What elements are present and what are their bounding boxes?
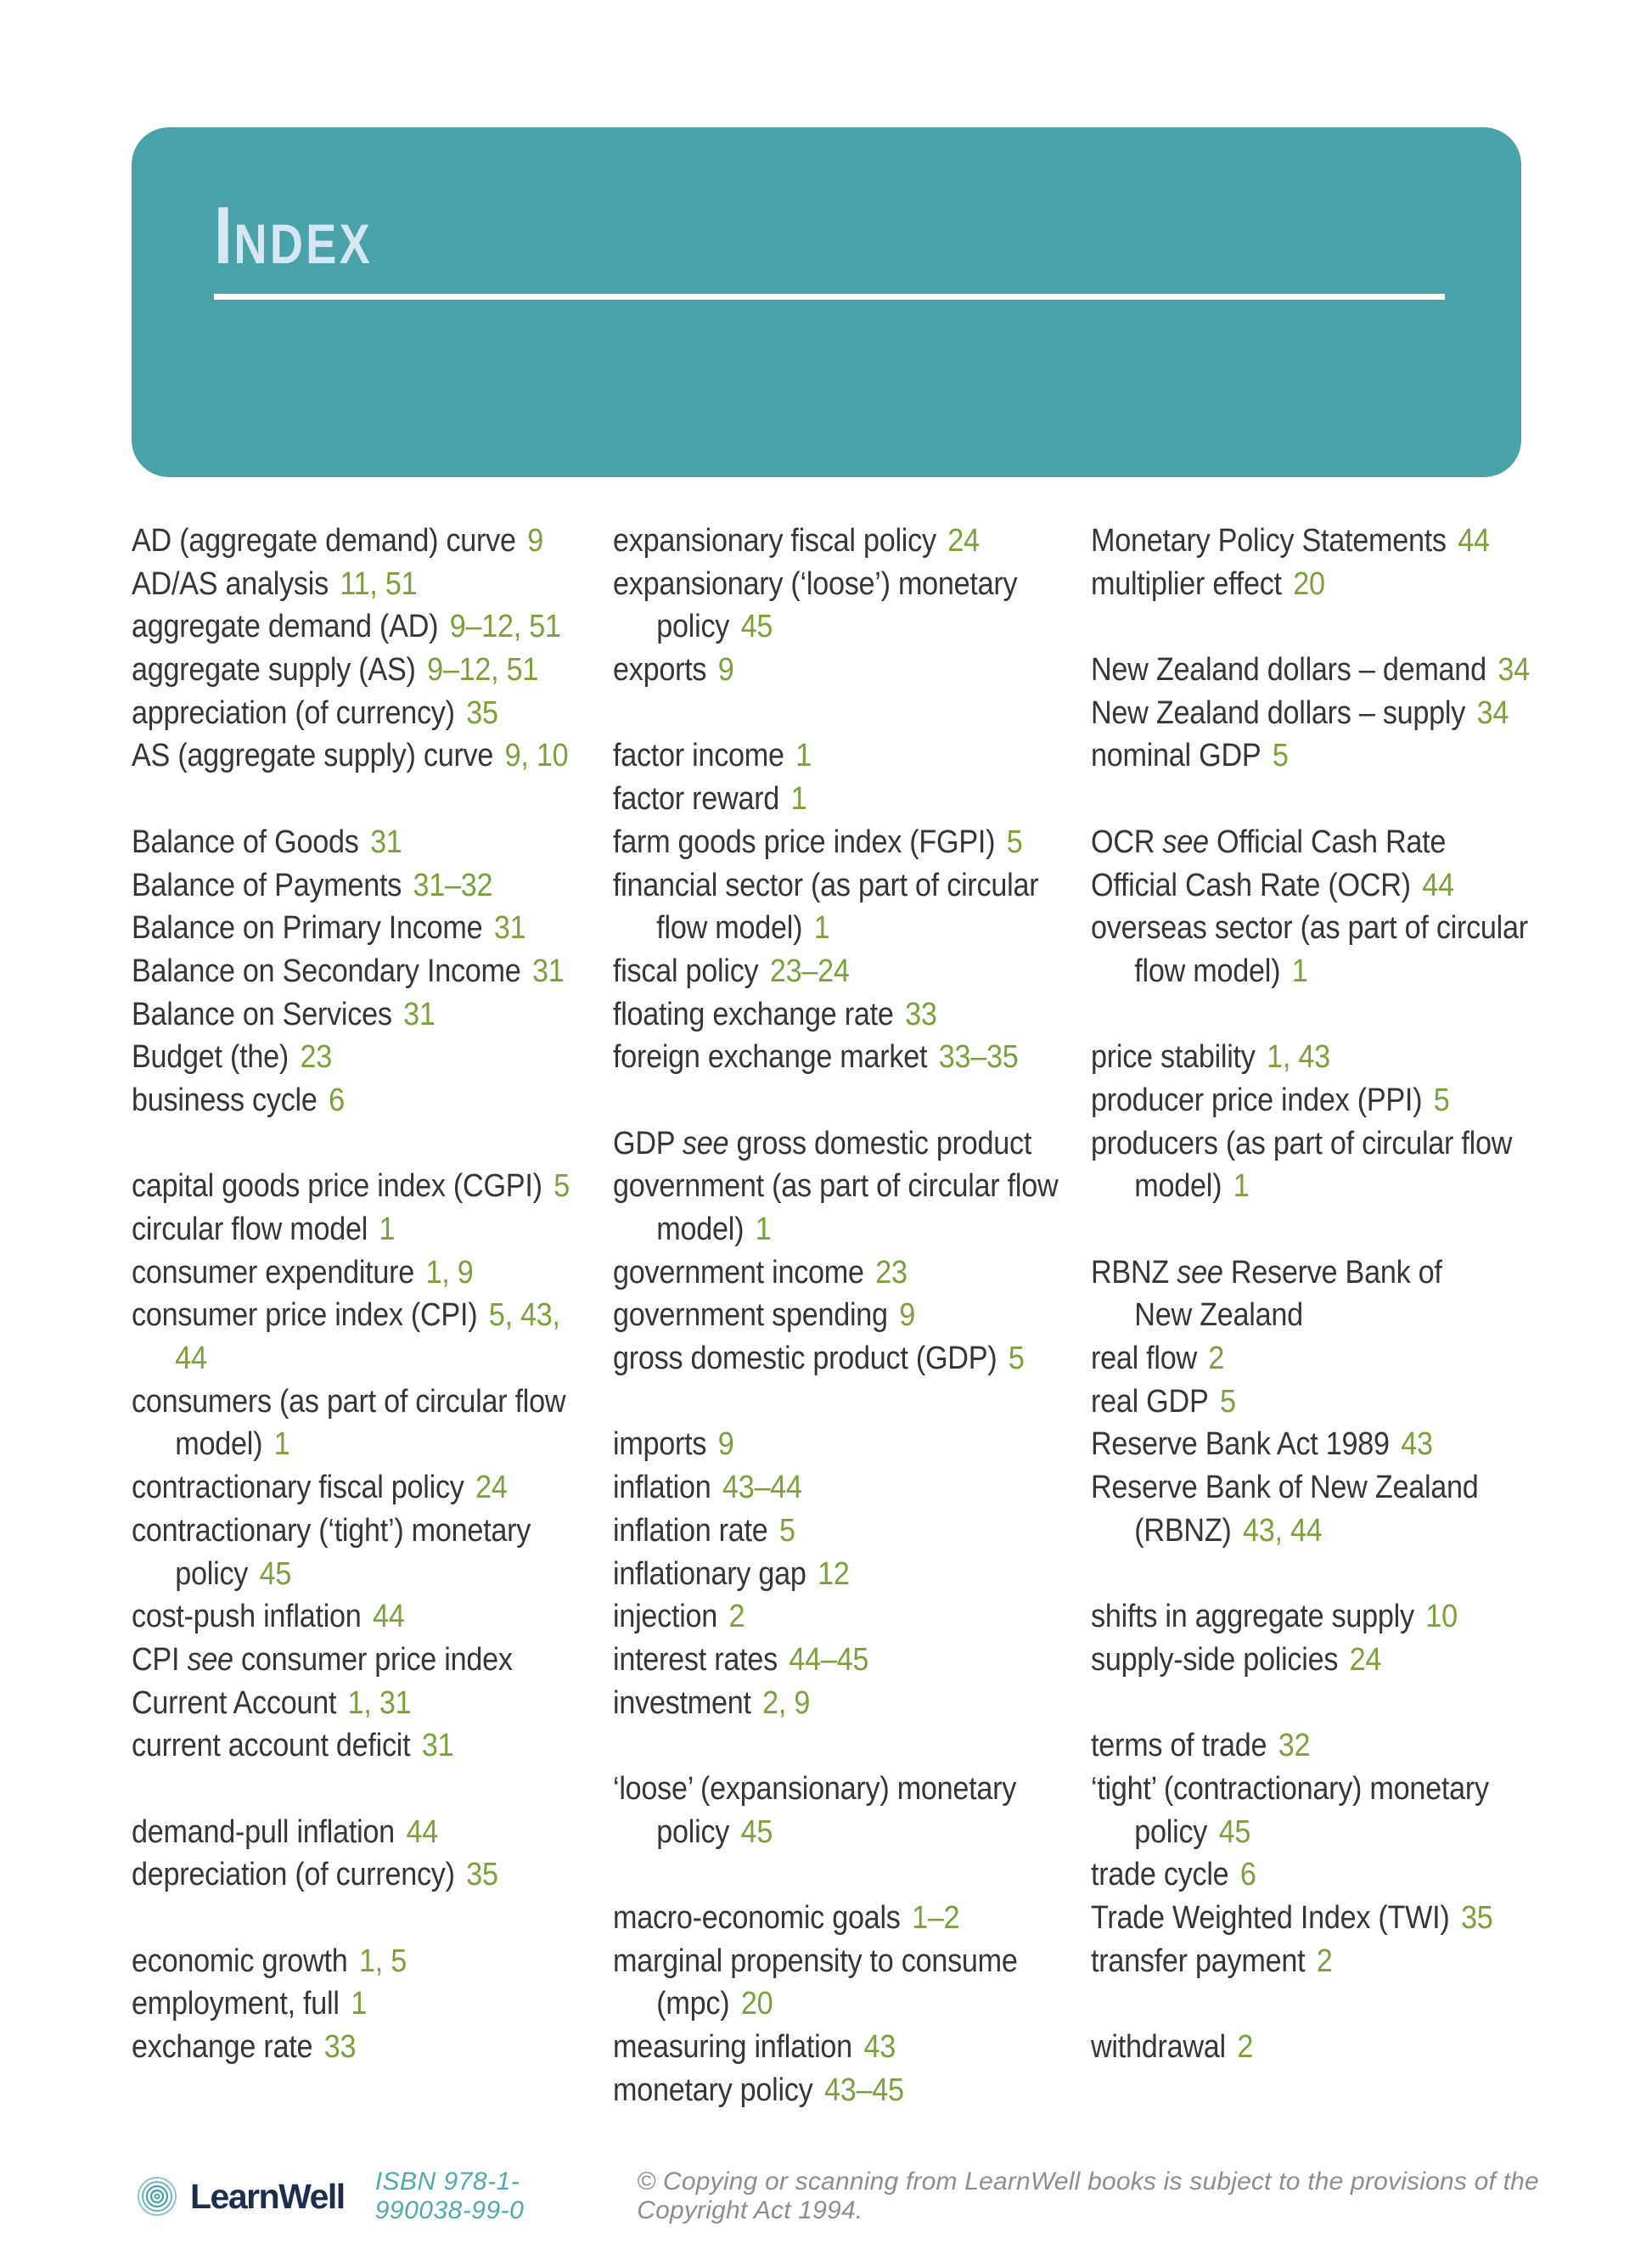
index-entry-line bbox=[1091, 649, 1530, 692]
term-text: factor reward bbox=[613, 781, 780, 818]
page-number: 44 bbox=[1458, 523, 1490, 559]
index-entry-line bbox=[132, 1940, 570, 1983]
index-entry-line bbox=[1091, 1251, 1530, 1295]
index-entry-line bbox=[1091, 1897, 1530, 1940]
index-entry-line bbox=[613, 1595, 1058, 1639]
index-column-3 bbox=[1091, 520, 1530, 2069]
index-entry-line bbox=[613, 2026, 1058, 2069]
term-text: economic growth bbox=[132, 1943, 348, 1979]
index-entry-line bbox=[132, 1982, 570, 2026]
term-text: factor income bbox=[613, 738, 784, 774]
term-text: cost-push inflation bbox=[132, 1599, 362, 1635]
term-text: measuring inflation bbox=[613, 2029, 852, 2066]
index-entry-line bbox=[613, 1036, 1058, 1079]
term-text: interest rates bbox=[613, 1641, 778, 1678]
page-number: 10 bbox=[1425, 1599, 1458, 1635]
index-entry-line bbox=[132, 1294, 570, 1337]
index-entry-line bbox=[1091, 1595, 1530, 1639]
page-number: 9–12, 51 bbox=[449, 609, 561, 645]
index-entry-line bbox=[132, 1036, 570, 1079]
index-entry-line bbox=[1091, 1811, 1530, 1854]
copyright-text: © Copying or scanning from LearnWell books is subject to the provisions of the Copyright Act 1994. bbox=[637, 2168, 1539, 2224]
index-entry-line bbox=[613, 778, 1058, 821]
index-entry-line bbox=[613, 821, 1058, 864]
term-text: flow model) bbox=[656, 910, 803, 947]
index-entry-line bbox=[132, 692, 570, 735]
term-text: appreciation (of currency) bbox=[132, 694, 455, 731]
index-entry-line bbox=[132, 563, 570, 606]
index-entry-line bbox=[132, 1079, 570, 1122]
index-entry-line bbox=[132, 1337, 570, 1380]
page-number: 2 bbox=[1237, 2029, 1254, 2066]
term-text: model) bbox=[1134, 1168, 1222, 1205]
term-text: injection bbox=[613, 1599, 718, 1635]
term-text: real flow bbox=[1091, 1341, 1197, 1377]
page-number: 34 bbox=[1497, 652, 1530, 689]
index-gap-line bbox=[132, 1897, 570, 1940]
index-gap-line bbox=[1091, 993, 1530, 1037]
term-text: Balance of Goods bbox=[132, 824, 359, 860]
page-number: 35 bbox=[466, 694, 498, 731]
index-entry-line bbox=[132, 649, 570, 692]
page-number: 2 bbox=[728, 1599, 745, 1635]
term-text: withdrawal bbox=[1091, 2029, 1226, 2066]
index-entry-line bbox=[613, 1337, 1058, 1380]
index-entry-line bbox=[1091, 734, 1530, 778]
page-number: 1, 9 bbox=[425, 1254, 474, 1290]
term-text: farm goods price index (FGPI) bbox=[613, 824, 996, 860]
term-text: investment bbox=[613, 1684, 751, 1721]
index-column-2 bbox=[613, 520, 1058, 2111]
page-number: 23–24 bbox=[769, 953, 850, 989]
page-number: 2 bbox=[1208, 1341, 1225, 1377]
term-text: real GDP bbox=[1091, 1383, 1209, 1420]
header-band bbox=[132, 127, 1521, 477]
index-gap-line bbox=[613, 1079, 1058, 1122]
index-entry-line bbox=[613, 1639, 1058, 1682]
index-entry-line bbox=[132, 2026, 570, 2069]
index-entry-line bbox=[1091, 1380, 1530, 1424]
term-text: Reserve Bank of bbox=[1222, 1254, 1442, 1290]
index-entry-line bbox=[1091, 1294, 1530, 1337]
term-text: fiscal policy bbox=[613, 953, 759, 989]
term-text: New Zealand dollars – supply bbox=[1091, 694, 1466, 731]
term-text: model) bbox=[175, 1426, 263, 1463]
index-entry-line bbox=[132, 1510, 570, 1553]
term-text: monetary policy bbox=[613, 2072, 813, 2108]
term-text: Monetary Policy Statements bbox=[1091, 523, 1447, 559]
term-text: capital goods price index (CGPI) bbox=[132, 1168, 542, 1205]
title-underline bbox=[214, 294, 1445, 300]
index-entry-line bbox=[1091, 1079, 1530, 1122]
page-number: 9 bbox=[717, 652, 734, 689]
index-entry-line bbox=[613, 1251, 1058, 1295]
index-entry-line bbox=[613, 1294, 1058, 1337]
index-entry-line bbox=[1091, 1337, 1530, 1380]
term-text: consumer expenditure bbox=[132, 1254, 414, 1290]
index-entry-line bbox=[1091, 1036, 1530, 1079]
term-text: demand-pull inflation bbox=[132, 1813, 395, 1850]
page-number: 23 bbox=[875, 1254, 907, 1290]
index-entry-line bbox=[1091, 563, 1530, 606]
index-entry-line bbox=[1091, 1940, 1530, 1983]
term-text: ‘tight’ (contractionary) monetary bbox=[1091, 1770, 1489, 1807]
page-number: 6 bbox=[1239, 1857, 1256, 1893]
index-entry-line bbox=[613, 1940, 1058, 1983]
page-number: 1, 31 bbox=[347, 1684, 412, 1721]
index-entry-line bbox=[613, 734, 1058, 778]
term-text: price stability bbox=[1091, 1039, 1256, 1076]
index-entry-line bbox=[1091, 520, 1530, 563]
term-text: circular flow model bbox=[132, 1212, 368, 1247]
index-gap-line bbox=[613, 1380, 1058, 1424]
index-entry-line bbox=[1091, 950, 1530, 993]
index-gap-line bbox=[613, 1724, 1058, 1768]
page-number: 24 bbox=[475, 1470, 508, 1506]
index-entry-line bbox=[613, 2069, 1058, 2112]
term-text: transfer payment bbox=[1091, 1943, 1306, 1979]
term-text: flow model) bbox=[1134, 953, 1281, 989]
see-reference: see bbox=[1177, 1254, 1223, 1290]
page-number: 1 bbox=[1291, 953, 1308, 989]
term-text: Balance of Payments bbox=[132, 867, 402, 903]
page-number: 6 bbox=[329, 1082, 345, 1118]
index-entry-line bbox=[1091, 1122, 1530, 1166]
term-text: macro-economic goals bbox=[613, 1900, 901, 1936]
index-entry-line bbox=[1091, 1423, 1530, 1466]
page-number: 45 bbox=[740, 1813, 773, 1850]
index-entry-line bbox=[132, 1165, 570, 1208]
page-number: 2 bbox=[1316, 1943, 1333, 1979]
term-text: (RBNZ) bbox=[1134, 1512, 1232, 1549]
page-number: 2, 9 bbox=[762, 1684, 811, 1721]
page-number: 9 bbox=[899, 1297, 916, 1334]
term-text: financial sector (as part of circular bbox=[613, 867, 1039, 903]
page-number: 12 bbox=[818, 1555, 850, 1592]
term-text: policy bbox=[1134, 1813, 1208, 1850]
index-entry-line bbox=[132, 1208, 570, 1251]
term-text: GDP bbox=[613, 1125, 683, 1161]
index-gap-line bbox=[1091, 605, 1530, 649]
term-text: business cycle bbox=[132, 1082, 317, 1118]
index-entry-line bbox=[132, 1682, 570, 1725]
index-gap-line bbox=[613, 1853, 1058, 1897]
term-text: aggregate demand (AD) bbox=[132, 609, 439, 645]
term-text: New Zealand dollars – demand bbox=[1091, 652, 1486, 689]
term-text: Current Account bbox=[132, 1684, 337, 1721]
term-text: aggregate supply (AS) bbox=[132, 652, 416, 689]
index-gap-line bbox=[1091, 778, 1530, 821]
index-entry-line bbox=[613, 1510, 1058, 1553]
page-number: 43 bbox=[1401, 1426, 1433, 1463]
index-entry-line bbox=[613, 950, 1058, 993]
index-entry-line bbox=[613, 993, 1058, 1037]
term-text: government (as part of circular flow bbox=[613, 1168, 1059, 1205]
page-number: 1–2 bbox=[912, 1900, 960, 1936]
term-text: AS (aggregate supply) curve bbox=[132, 738, 494, 774]
index-entry-line bbox=[1091, 907, 1530, 950]
term-text: expansionary (‘loose’) monetary bbox=[613, 565, 1018, 602]
term-text: consumers (as part of circular flow bbox=[132, 1383, 566, 1420]
term-text: floating exchange rate bbox=[613, 996, 894, 1032]
term-text: government income bbox=[613, 1254, 864, 1290]
term-text: exchange rate bbox=[132, 2029, 313, 2066]
index-entry-line bbox=[132, 993, 570, 1037]
index-entry-line bbox=[1091, 1768, 1530, 1811]
term-text: AD (aggregate demand) curve bbox=[132, 523, 516, 559]
page-title-initial: I bbox=[214, 190, 234, 281]
term-text: imports bbox=[613, 1426, 707, 1463]
page-number: 43–44 bbox=[722, 1470, 802, 1506]
term-text: OCR bbox=[1091, 824, 1163, 860]
index-entry-line bbox=[1091, 1510, 1530, 1553]
term-text: Budget (the) bbox=[132, 1039, 289, 1076]
index-entry-line bbox=[1091, 1724, 1530, 1768]
page-number: 20 bbox=[1293, 565, 1325, 602]
see-reference: see bbox=[1162, 824, 1209, 860]
term-text: marginal propensity to consume bbox=[613, 1943, 1018, 1979]
index-entry-line bbox=[132, 1251, 570, 1295]
term-text: inflation bbox=[613, 1470, 711, 1506]
term-text: inflation rate bbox=[613, 1512, 768, 1549]
page-number: 9–12, 51 bbox=[427, 652, 539, 689]
index-gap-line bbox=[1091, 1982, 1530, 2026]
page-number: 5 bbox=[1272, 738, 1289, 774]
page-number: 31 bbox=[421, 1728, 454, 1764]
term-text: Reserve Bank of New Zealand bbox=[1091, 1470, 1479, 1506]
term-text: policy bbox=[656, 609, 730, 645]
index-entry-line bbox=[613, 907, 1058, 950]
term-text: gross domestic product (GDP) bbox=[613, 1341, 997, 1377]
index-entry-line bbox=[613, 1982, 1058, 2026]
term-text: overseas sector (as part of circular bbox=[1091, 910, 1528, 947]
index-entry-line bbox=[132, 1380, 570, 1424]
index-entry-line bbox=[132, 1639, 570, 1682]
term-text: trade cycle bbox=[1091, 1857, 1229, 1893]
term-text: government spending bbox=[613, 1297, 888, 1334]
term-text: producers (as part of circular flow bbox=[1091, 1125, 1513, 1161]
page-number: 1 bbox=[813, 910, 830, 947]
index-entry-line bbox=[132, 1466, 570, 1510]
term-text: multiplier effect bbox=[1091, 565, 1282, 602]
page-number: 1 bbox=[790, 781, 807, 818]
index-entry-line bbox=[132, 1553, 570, 1596]
page-number: 33–35 bbox=[938, 1039, 1019, 1076]
term-text: expansionary fiscal policy bbox=[613, 523, 936, 559]
index-entry-line bbox=[613, 1811, 1058, 1854]
index-gap-line bbox=[132, 778, 570, 821]
isbn-text: ISBN 978-1-990038-99-0 bbox=[374, 2168, 525, 2224]
term-text: Reserve Bank Act 1989 bbox=[1091, 1426, 1390, 1463]
term-text: inflationary gap bbox=[613, 1555, 806, 1592]
page-number: 31 bbox=[532, 953, 565, 989]
index-entry-line bbox=[1091, 692, 1530, 735]
page-number: 1, 43 bbox=[1267, 1039, 1330, 1076]
page-number: 5 bbox=[1008, 1341, 1025, 1377]
page-number: 45 bbox=[740, 609, 773, 645]
index-entry-line bbox=[613, 563, 1058, 606]
page-number: 24 bbox=[947, 523, 980, 559]
page-title-rest: NDEX bbox=[233, 212, 373, 275]
index-gap-line bbox=[1091, 1682, 1530, 1725]
index-entry-line bbox=[132, 520, 570, 563]
page-number: 11, 51 bbox=[340, 565, 418, 602]
page-number: 1, 5 bbox=[358, 1943, 407, 1979]
index-entry-line bbox=[1091, 2026, 1530, 2069]
page-number: 43–45 bbox=[823, 2072, 904, 2108]
index-gap-line bbox=[132, 1768, 570, 1811]
page-number: 1 bbox=[755, 1212, 772, 1247]
index-entry-line bbox=[132, 1811, 570, 1854]
index-gap-line bbox=[613, 692, 1058, 735]
term-text: foreign exchange market bbox=[613, 1039, 928, 1076]
index-entry-line bbox=[1091, 821, 1530, 864]
term-text: nominal GDP bbox=[1091, 738, 1261, 774]
page-number: 1 bbox=[273, 1426, 290, 1463]
term-text: policy bbox=[656, 1813, 730, 1850]
page-number: 9 bbox=[527, 523, 544, 559]
index-column-1 bbox=[132, 520, 570, 2069]
term-text: consumer price index bbox=[233, 1641, 513, 1678]
index-entry-line bbox=[132, 605, 570, 649]
page-number: 5 bbox=[1219, 1383, 1236, 1420]
index-entry-line bbox=[1091, 1639, 1530, 1682]
index-entry-line bbox=[1091, 864, 1530, 908]
index-entry-line bbox=[132, 1423, 570, 1466]
term-text: ‘loose’ (expansionary) monetary bbox=[613, 1770, 1017, 1807]
page-number: 33 bbox=[905, 996, 937, 1032]
page-number: 5 bbox=[779, 1512, 795, 1549]
term-text: policy bbox=[175, 1555, 249, 1592]
page-title bbox=[214, 190, 373, 281]
page-number: 35 bbox=[466, 1857, 498, 1893]
term-text: Official Cash Rate (OCR) bbox=[1091, 867, 1411, 903]
page-number: 1 bbox=[1233, 1168, 1250, 1205]
term-text: New Zealand bbox=[1134, 1297, 1303, 1334]
page-number: 43 bbox=[863, 2029, 896, 2066]
term-text: Balance on Primary Income bbox=[132, 910, 483, 947]
page-number: 1 bbox=[795, 738, 812, 774]
page-number: 35 bbox=[1461, 1900, 1493, 1936]
page-number: 33 bbox=[323, 2029, 357, 2066]
index-gap-line bbox=[1091, 1208, 1530, 1251]
page-number: 20 bbox=[740, 1986, 773, 2022]
index-entry-line bbox=[1091, 1466, 1530, 1510]
term-text: Trade Weighted Index (TWI) bbox=[1091, 1900, 1450, 1936]
page-number: 44 bbox=[1422, 867, 1454, 903]
page-number: 31 bbox=[403, 996, 435, 1032]
index-entry-line bbox=[613, 1682, 1058, 1725]
page-number: 31 bbox=[370, 824, 402, 860]
index-entry-line bbox=[1091, 1853, 1530, 1897]
index-entry-line bbox=[132, 1853, 570, 1897]
term-text: Balance on Services bbox=[132, 996, 392, 1032]
learnwell-wordmark: LearnWell bbox=[190, 2176, 345, 2216]
see-reference: see bbox=[187, 1641, 233, 1678]
page-number: 34 bbox=[1476, 694, 1509, 731]
term-text: gross domestic product bbox=[728, 1125, 1032, 1161]
index-entry-line bbox=[613, 1122, 1058, 1166]
page-number: 1 bbox=[379, 1212, 396, 1247]
index-entry-line bbox=[613, 605, 1058, 649]
index-entry-line bbox=[613, 649, 1058, 692]
page-number: 5, 43, bbox=[488, 1297, 560, 1334]
page-number: 45 bbox=[1218, 1813, 1251, 1850]
term-text: RBNZ bbox=[1091, 1254, 1177, 1290]
page-number: 5 bbox=[1006, 824, 1023, 860]
page-number: 44–45 bbox=[789, 1641, 869, 1678]
page-number: 44 bbox=[175, 1341, 207, 1377]
page-number: 9 bbox=[717, 1426, 734, 1463]
index-entry-line bbox=[613, 1423, 1058, 1466]
term-text: producer price index (PPI) bbox=[1091, 1082, 1423, 1118]
term-text: contractionary (‘tight’) monetary bbox=[132, 1512, 531, 1549]
index-entry-line bbox=[613, 1553, 1058, 1596]
index-entry-line bbox=[613, 864, 1058, 908]
index-entry-line bbox=[132, 864, 570, 908]
index-entry-line bbox=[613, 1897, 1058, 1940]
index-entry-line bbox=[132, 1724, 570, 1768]
page-number: 32 bbox=[1278, 1728, 1311, 1764]
index-gap-line bbox=[1091, 1553, 1530, 1596]
footer bbox=[134, 2163, 1550, 2229]
page-number: 23 bbox=[300, 1039, 332, 1076]
page-number: 43, 44 bbox=[1243, 1512, 1323, 1549]
index-entry-line bbox=[613, 1466, 1058, 1510]
term-text: current account deficit bbox=[132, 1728, 411, 1764]
term-text: consumer price index (CPI) bbox=[132, 1297, 478, 1334]
index-entry-line bbox=[132, 950, 570, 993]
index-entry-line bbox=[1091, 1165, 1530, 1208]
term-text: exports bbox=[613, 652, 707, 689]
term-text: terms of trade bbox=[1091, 1728, 1267, 1764]
term-text: Official Cash Rate bbox=[1208, 824, 1447, 860]
page-number: 1 bbox=[351, 1986, 367, 2022]
page-number: 31 bbox=[493, 910, 526, 947]
term-text: contractionary fiscal policy bbox=[132, 1470, 464, 1506]
index-gap-line bbox=[132, 1122, 570, 1166]
term-text: AD/AS analysis bbox=[132, 565, 329, 602]
term-text: depreciation (of currency) bbox=[132, 1857, 455, 1893]
index-entry-line bbox=[132, 821, 570, 864]
term-text: supply-side policies bbox=[1091, 1641, 1339, 1678]
index-entry-line bbox=[613, 520, 1058, 563]
learnwell-spiral-logo-icon bbox=[134, 2173, 180, 2219]
page-number: 44 bbox=[373, 1599, 405, 1635]
term-text: CPI bbox=[132, 1641, 188, 1678]
see-reference: see bbox=[682, 1125, 729, 1161]
page-number: 31–32 bbox=[413, 867, 493, 903]
index-entry-line bbox=[132, 907, 570, 950]
index-entry-line bbox=[613, 1768, 1058, 1811]
term-text: employment, full bbox=[132, 1986, 340, 2022]
term-text: (mpc) bbox=[656, 1986, 730, 2022]
index-entry-line bbox=[132, 734, 570, 778]
term-text: Balance on Secondary Income bbox=[132, 953, 521, 989]
index-entry-line bbox=[132, 1595, 570, 1639]
term-text: model) bbox=[656, 1212, 745, 1247]
page-number: 5 bbox=[553, 1168, 570, 1205]
page-number: 5 bbox=[1433, 1082, 1450, 1118]
page-number: 9, 10 bbox=[504, 738, 569, 774]
page-number: 45 bbox=[259, 1555, 292, 1592]
index-entry-line bbox=[613, 1165, 1058, 1208]
page-number: 24 bbox=[1349, 1641, 1382, 1678]
index-entry-line bbox=[613, 1208, 1058, 1251]
term-text: shifts in aggregate supply bbox=[1091, 1599, 1414, 1635]
page-number: 44 bbox=[406, 1813, 438, 1850]
